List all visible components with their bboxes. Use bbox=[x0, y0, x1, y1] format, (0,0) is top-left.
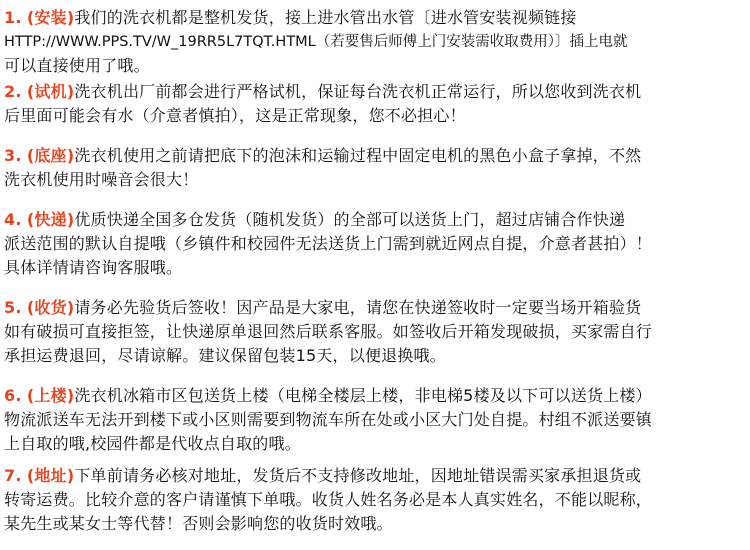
section-first-line bbox=[4, 208, 744, 232]
section-text: 后里面可能会有水（介意者慎拍），这是正常现象，您不必担心！ bbox=[4, 106, 466, 125]
section-tag: (快递) bbox=[26, 210, 75, 229]
section-text: 请务必先验货后签收！因产品是大家电，请您在快递签收时一定要当场开箱验货 bbox=[74, 298, 642, 317]
section-text: 洗衣机冰箱市区包送货上楼（电梯全楼层上楼，非电梯5楼及以下可以送货上楼） bbox=[74, 386, 652, 405]
section-first-line bbox=[4, 144, 744, 168]
section-upstairs bbox=[4, 384, 744, 456]
section-first-line bbox=[4, 80, 744, 104]
section-text: 具体详情请咨询客服哦。 bbox=[4, 258, 183, 277]
section-text: 上自取的哦,校园件都是代收点自取的哦。 bbox=[4, 434, 301, 453]
section-text: 如有破损可直接拒签，让快递原单退回然后联系客服。如签收后开箱发现破损，买家需自行 bbox=[4, 322, 653, 341]
section-text: 派送范围的默认自提哦（乡镇件和校园件无法送货上门需到就近网点自提，介意者甚拍）！ bbox=[4, 234, 653, 253]
section-tag: (上楼) bbox=[26, 386, 75, 405]
section-text: HTTP://WWW.PPS.TV/W_19RR5L7TQT.HTML（若要售后师傅上门安装需收取费用）〕插上电就 bbox=[4, 34, 628, 50]
section-receipt bbox=[4, 296, 744, 368]
section-install bbox=[4, 6, 744, 78]
section-number: 6. bbox=[4, 386, 22, 405]
section-text: 我们的洗衣机都是整机发货，接上进水管出水管〔进水管安装视频链接 bbox=[74, 8, 577, 27]
section-number: 2. bbox=[4, 82, 22, 101]
section-text: 下单前请务必核对地址，发货后不支持修改地址，因地址错误需买家承担退货或 bbox=[74, 466, 642, 485]
section-number: 4. bbox=[4, 210, 22, 229]
section-text: 物流派送车无法开到楼下或小区则需要到物流车所在处或小区大门处自提。村组不派送要镇 bbox=[4, 410, 653, 429]
section-text: 某先生或某女士等代替！否则会影响您的收货时效哦。 bbox=[4, 514, 393, 533]
section-tag: (试机) bbox=[26, 82, 75, 101]
section-text: 洗衣机出厂前都会进行严格试机，保证每台洗衣机正常运行，所以您收到洗衣机 bbox=[74, 82, 642, 101]
section-address bbox=[4, 464, 744, 536]
section-text: 洗衣机使用时噪音会很大！ bbox=[4, 170, 199, 189]
section-trial bbox=[4, 80, 744, 128]
section-text: 可以直接使用了哦。 bbox=[4, 56, 150, 75]
section-first-line bbox=[4, 296, 744, 320]
section-tag: (收货) bbox=[26, 298, 75, 317]
section-first-line bbox=[4, 384, 744, 408]
section-first-line bbox=[4, 6, 744, 30]
section-text: 洗衣机使用之前请把底下的泡沫和运输过程中固定电机的黑色小盒子拿掉，不然 bbox=[74, 146, 642, 165]
section-tag: (安装) bbox=[26, 8, 75, 27]
section-first-line bbox=[4, 464, 744, 488]
section-number: 1. bbox=[4, 8, 22, 27]
section-text: 优质快递全国多仓发货（随机发货）的全部可以送货上门，超过店铺合作快递 bbox=[74, 210, 626, 229]
section-tag: (地址) bbox=[26, 466, 75, 485]
section-text: 转寄运费。比较介意的客户请谨慎下单哦。收货人姓名务必是本人真实姓名，不能以昵称， bbox=[4, 490, 653, 509]
section-express bbox=[4, 208, 744, 280]
section-tag: (底座) bbox=[26, 146, 75, 165]
section-number: 7. bbox=[4, 466, 22, 485]
section-base bbox=[4, 144, 744, 192]
section-number: 5. bbox=[4, 298, 22, 317]
section-text: 承担运费退回，尽请谅解。建议保留包装15天，以便退换哦。 bbox=[4, 346, 446, 365]
section-number: 3. bbox=[4, 146, 22, 165]
